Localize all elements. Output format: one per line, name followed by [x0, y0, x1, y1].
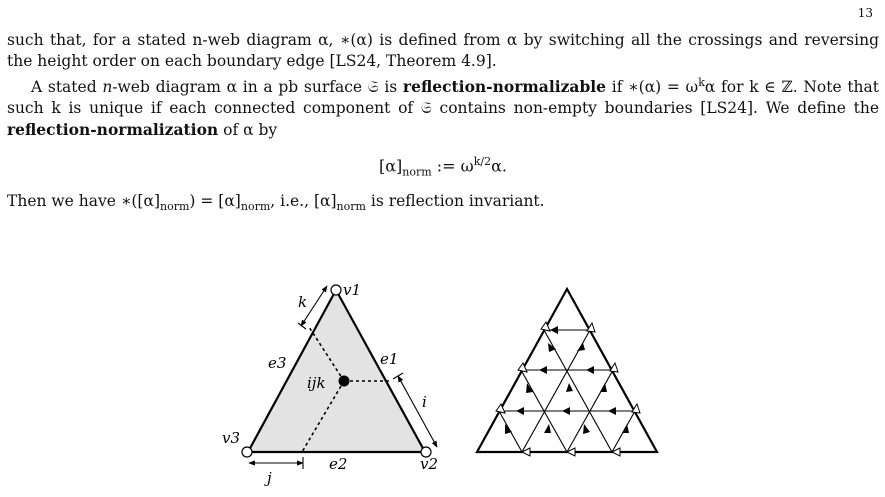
p2-mid3: α for k ∈ ℤ. Note that such k is unique if each connected component of 𝔖 contains non-empty boundaries [LS24]. We define the — [7, 78, 880, 118]
label-v1: v1 — [343, 281, 362, 299]
figure — [0, 270, 885, 493]
eq-sup: k/2 — [473, 155, 492, 169]
left-triangle-diagram — [222, 281, 438, 487]
equation-normalization — [7, 151, 879, 183]
vertex-v1 — [331, 285, 341, 295]
p3-c: , i.e., [α] — [270, 191, 337, 210]
figure-svg — [0, 270, 885, 493]
p3-sub3: norm — [336, 199, 366, 213]
right-triangle-diagram — [477, 289, 657, 456]
p2-sup: k — [698, 76, 705, 89]
p3-d: is reflection invariant. — [365, 191, 545, 210]
term-reflection-normalizable: reflection-normalizable — [402, 77, 607, 97]
label-j: j — [267, 469, 272, 487]
p1-text: such that, for a stated n-web diagram α, ∗(α) is defined from α by switching all the crossings and reversing the height order on each boundary edge [LS24, Theorem 4.9]. — [7, 31, 879, 70]
label-ijk: ijk — [307, 374, 326, 392]
p2-mid1: -web diagram α in a pb surface 𝔖 is — [112, 78, 403, 97]
label-e3: e3 — [268, 354, 287, 372]
p2-mid2: if ∗(α) = ω — [606, 78, 699, 97]
eq-mid: := ω — [431, 156, 474, 176]
eq-rhs: α. — [491, 156, 507, 176]
paragraph-3 — [7, 191, 879, 217]
paragraph-2 — [7, 72, 879, 141]
eq-lhs: [α] — [379, 156, 403, 176]
p2-lead: A stated — [31, 78, 103, 97]
p2-end: of α by — [218, 121, 278, 140]
p3-b: ) = [α] — [189, 191, 241, 210]
label-k: k — [298, 293, 308, 311]
label-e1: e1 — [380, 350, 399, 368]
p3-a: Then we have ∗([α] — [7, 191, 160, 210]
label-v2: v2 — [420, 455, 439, 473]
page-number: 13 — [857, 6, 873, 20]
label-i: i — [422, 393, 427, 411]
dim-i-tick — [393, 373, 403, 379]
eq-sub: norm — [402, 165, 432, 179]
p2-n: n — [102, 78, 113, 97]
label-e2: e2 — [329, 455, 348, 473]
vertex-v3 — [242, 447, 252, 457]
center-vertex — [339, 376, 350, 387]
p3-sub1: norm — [160, 199, 190, 213]
paragraph-1 — [7, 30, 879, 72]
p3-sub2: norm — [240, 199, 271, 213]
body-text — [7, 30, 879, 217]
label-v3: v3 — [222, 429, 241, 447]
term-reflection-normalization: reflection-normalization — [7, 120, 219, 140]
